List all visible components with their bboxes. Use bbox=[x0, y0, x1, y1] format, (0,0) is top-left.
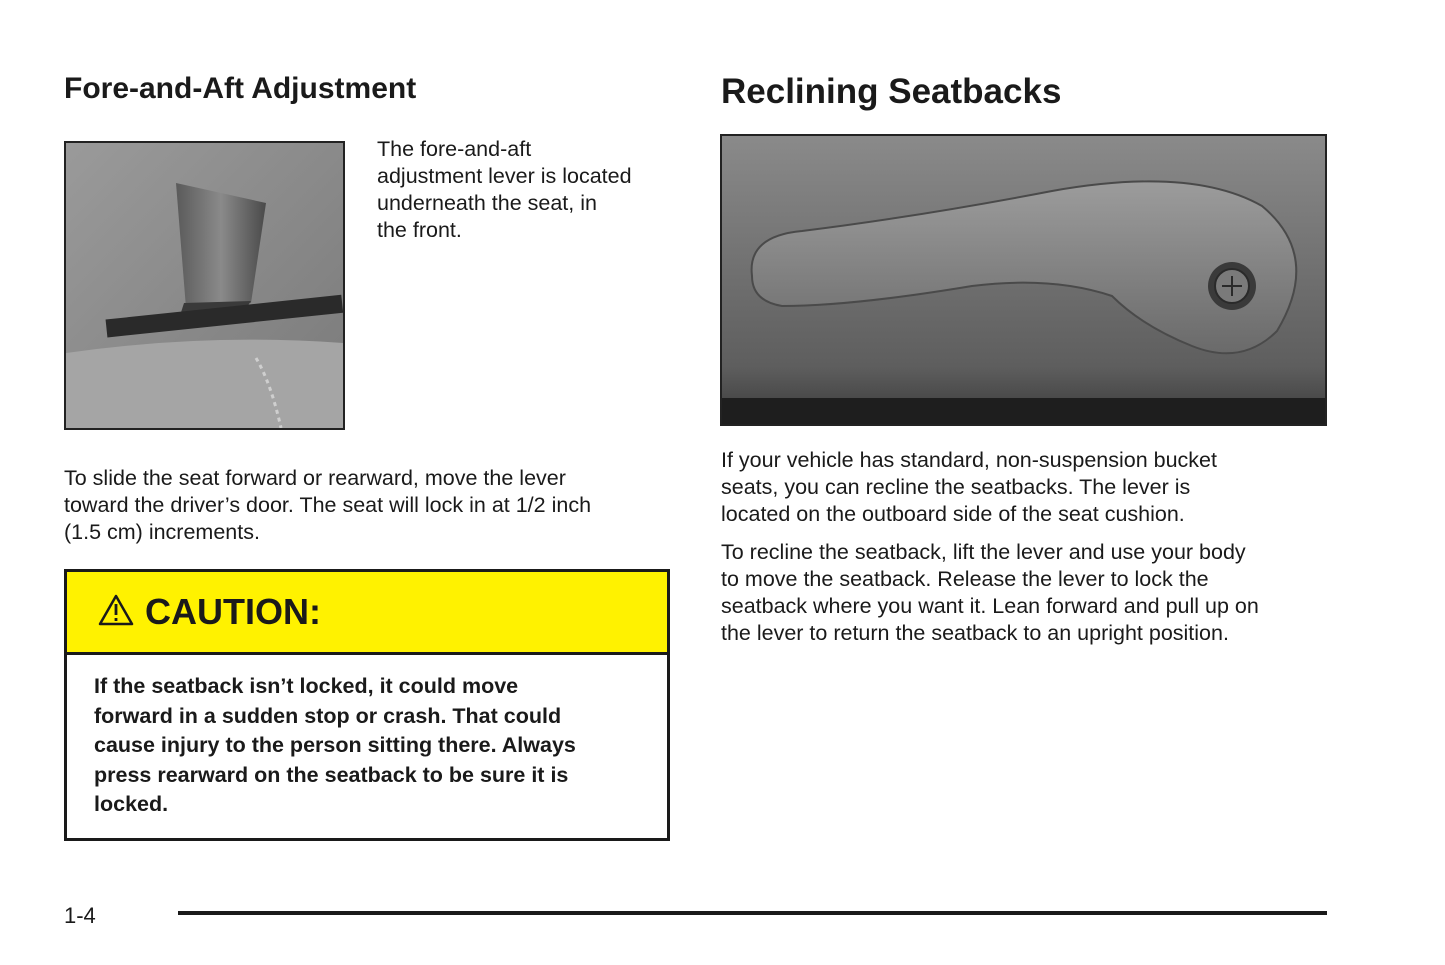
caution-box bbox=[64, 569, 670, 841]
caution-header bbox=[67, 572, 667, 655]
caution-text: If the seatback isn’t locked, it could move forward in a sudden stop or crash. That could cause injury to the person sitting there. Always press rearward on the seatback to be sure it is locked. bbox=[94, 674, 576, 816]
fore-aft-body: To slide the seat forward or rearward, move the lever toward the driver’s door. The seat will lock in at 1/2 inch (1.5 cm) increments. bbox=[64, 466, 592, 544]
section-heading-fore-aft: Fore-and-Aft Adjustment bbox=[64, 72, 417, 105]
recline-lever-photo bbox=[720, 134, 1327, 426]
footer-rule bbox=[178, 911, 1327, 915]
reclining-para-2: To recline the seatback, lift the lever and use your body to move the seatback. Release the lever to lock the seatback where you want it. Lean forward and pull up on the lever to return the seatback to an upright position. bbox=[721, 540, 1259, 645]
reclining-para-1: If your vehicle has standard, non-suspension bucket seats, you can recline the seatbacks. The lever is located on the outboard side of the seat cushion. bbox=[721, 448, 1217, 526]
caution-title: CAUTION: bbox=[145, 591, 321, 632]
fore-aft-intro: The fore-and-aft adjustment lever is located underneath the seat, in the front. bbox=[377, 137, 632, 242]
section-heading-reclining: Reclining Seatbacks bbox=[721, 72, 1062, 111]
fore-aft-lever-photo bbox=[64, 141, 345, 430]
page-number: 1-4 bbox=[64, 903, 96, 928]
warning-triangle-icon bbox=[97, 593, 135, 632]
